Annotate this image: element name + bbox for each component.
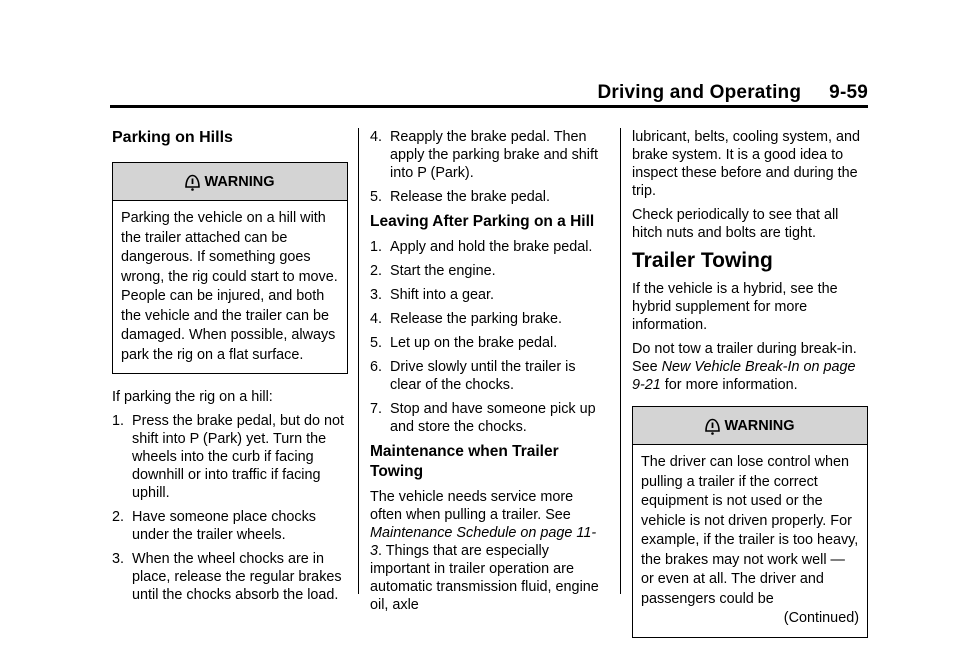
break-in-text: Do not tow a trailer during break-in. See New Vehicle Break-In on page 9-21 for more information. [632,341,857,393]
header-rule [110,105,868,108]
section-title: Driving and Operating [597,82,802,103]
page-number: 9-59 [829,82,868,103]
header-title [597,82,868,104]
column-divider-2 [620,128,621,594]
list-item: 2. Start the engine. [370,263,496,279]
list-item: 5. Release the brake pedal. [370,189,551,205]
break-in-link[interactable]: New Vehicle Break-In on page 9-21 [632,359,856,393]
warning-box-towing [632,406,868,638]
list-item: 5. Let up on the brake pedal. [370,335,558,351]
column-2 [370,128,608,620]
warning-label: WARNING [724,417,795,434]
warning-box-parking [112,162,348,374]
list-item: 1. Apply and hold the brake pedal. [370,239,593,255]
list-item: 4. Reapply the brake pedal. Then apply the parking brake and shift into P (Park). [370,129,598,181]
list-item: 3. Shift into a gear. [370,287,495,303]
list-item: 6. Drive slowly until the trailer is clear of the chocks. [370,359,576,393]
maintenance-text: The vehicle needs service more often when pulling a trailer. See Maintenance Schedule on page 11-3. Things that are especially important in trailer operation are automatic transmission fluid, engine oil, axle [370,489,599,613]
warning-label: WARNING [204,173,275,190]
column-divider-1 [358,128,359,594]
list-item: 7. Stop and have someone pick up and store the chocks. [370,401,596,435]
parking-steps-continued [370,128,608,206]
continued-label: (Continued) [783,610,859,626]
parking-intro: If parking the rig on a hill: [112,389,273,405]
maintenance-text-continued: lubricant, belts, cooling system, and brake system. It is a good idea to inspect these before and during the trip. [632,129,860,199]
column-3 [632,128,868,652]
hybrid-text: If the vehicle is a hybrid, see the hybrid supplement for more information. [632,281,838,333]
warning-header [113,163,347,201]
column-1 [112,128,348,610]
list-item: 2. Have someone place chocks under the trailer wheels. [112,509,316,543]
list-item: 4. Release the parking brake. [370,311,562,327]
trailer-towing-heading: Trailer Towing [632,249,773,272]
warning-icon [185,174,200,192]
leaving-heading: Leaving After Parking on a Hill [370,213,595,230]
list-item: 3. When the wheel chocks are in place, release the regular brakes until the chocks absorb the load. [112,551,342,603]
parking-on-hills-heading: Parking on Hills [112,129,233,146]
maintenance-heading: Maintenance when Trailer Towing [370,443,559,480]
leaving-steps [370,238,608,436]
warning-header [633,407,867,445]
warning-text: Parking the vehicle on a hill with the trailer attached can be dangerous. If something goes wrong, the rig could start to move. People can be injured, and both the vehicle and the trailer can be damaged. When possible, always park the rig on a flat surface. [121,210,338,363]
list-item: 1. Press the brake pedal, but do not shift into P (Park) yet. Turn the wheels into the curb if facing downhill or into traffic if facing uphill. [112,413,345,501]
warning-text: The driver can lose control when pulling a trailer if the correct equipment is not used or the vehicle is not driven properly. For example, if the trailer is too heavy, the brakes may not work well — or even at all. The driver and passengers could be (Continued) [633,445,867,637]
maintenance-schedule-link[interactable]: Maintenance Schedule on page 11-3 [370,525,597,559]
warning-icon [705,418,720,436]
hitch-check-text: Check periodically to see that all hitch nuts and bolts are tight. [632,207,839,241]
parking-steps [112,412,348,604]
